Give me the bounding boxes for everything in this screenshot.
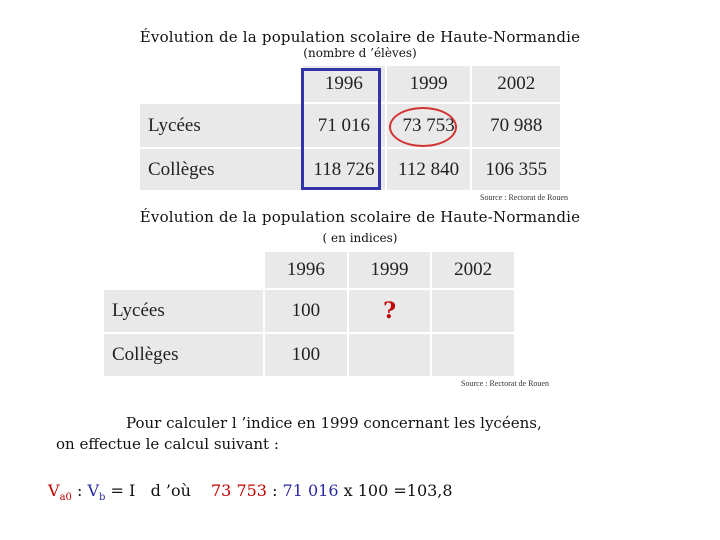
table2-cell-question bbox=[348, 289, 432, 333]
table1-cell: 73 753 bbox=[386, 103, 472, 148]
highlight-cell-1999 bbox=[389, 107, 457, 147]
formula-computation bbox=[211, 481, 453, 500]
formula-value-b: 71 016 bbox=[282, 481, 339, 500]
table2-corner bbox=[103, 251, 264, 289]
table2 bbox=[102, 250, 516, 378]
table2-header-row bbox=[103, 251, 515, 289]
table2-row-label: Collèges bbox=[103, 333, 264, 377]
formula-value-a: 73 753 bbox=[211, 481, 267, 500]
formula-colon: : bbox=[266, 481, 283, 500]
explanation-line-1: Pour calculer l ’indice en 1999 concernant les lycéens, bbox=[126, 414, 542, 432]
table1-title: Évolution de la population scolaire de Haute-Normandie bbox=[139, 28, 581, 46]
table1-corner bbox=[139, 65, 302, 103]
formula-sep: : bbox=[71, 481, 88, 500]
table1-cell: 106 355 bbox=[471, 148, 561, 191]
table1-subtitle: (nombre d ’élèves) bbox=[303, 46, 417, 60]
table1-cell: 112 840 bbox=[386, 148, 472, 191]
table2-title: Évolution de la population scolaire de Haute-Normandie bbox=[139, 208, 581, 226]
table2-header-1996: 1996 bbox=[264, 251, 348, 289]
table2-cell: 100 bbox=[264, 289, 348, 333]
formula-vb: $V_b$ bbox=[87, 481, 106, 504]
table2-cell bbox=[431, 333, 515, 377]
formula-equals: = I d ’où bbox=[105, 481, 191, 500]
formula-va: $V_{a0}$ bbox=[48, 481, 72, 504]
table2-row-label: Lycées bbox=[103, 289, 264, 333]
table1-cell: 70 988 bbox=[471, 103, 561, 148]
table2-subtitle: ( en indices) bbox=[322, 231, 398, 245]
table1-header-1996: 1996 bbox=[302, 65, 386, 103]
table2-header-2002: 2002 bbox=[431, 251, 515, 289]
table2-cell: 100 bbox=[264, 333, 348, 377]
table1-header-2002: 2002 bbox=[471, 65, 561, 103]
table1-cell: 71 016 bbox=[302, 103, 386, 148]
table1-row-label: Lycées bbox=[139, 103, 302, 148]
table1-row-label: Collèges bbox=[139, 148, 302, 191]
table2-cell bbox=[431, 289, 515, 333]
table2-header-1999: 1999 bbox=[348, 251, 432, 289]
table1-cell: 118 726 bbox=[302, 148, 386, 191]
table-row bbox=[103, 333, 515, 377]
table1-header-1999: 1999 bbox=[386, 65, 472, 103]
formula bbox=[48, 481, 191, 503]
table1-source: Source : Rectorat de Rouen bbox=[480, 193, 568, 202]
explanation-line-2: on effectue le calcul suivant : bbox=[56, 435, 279, 453]
table2-cell bbox=[348, 333, 432, 377]
highlight-column-1996 bbox=[301, 68, 381, 190]
question-mark: ? bbox=[383, 298, 396, 324]
table-row bbox=[103, 289, 515, 333]
formula-rest: x 100 =103,8 bbox=[338, 481, 453, 500]
table2-source: Source : Rectorat de Rouen bbox=[461, 379, 549, 388]
